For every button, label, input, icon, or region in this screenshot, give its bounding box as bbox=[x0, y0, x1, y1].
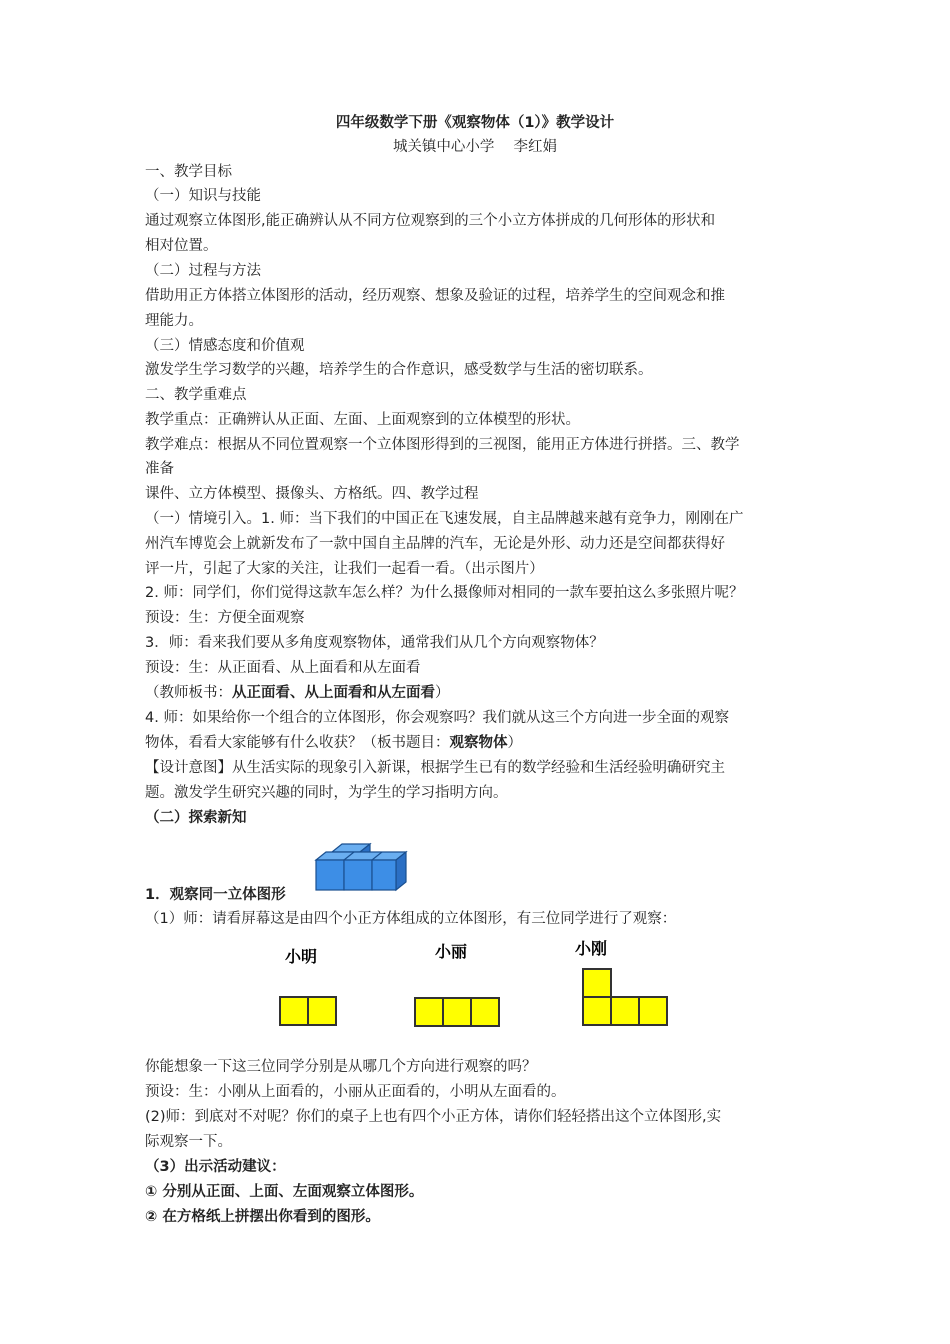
view-square bbox=[442, 997, 472, 1027]
view-square bbox=[582, 968, 612, 998]
text-line: 借助用正方体搭立体图形的活动，经历观察、想象及验证的过程，培养学生的空间观念和推 bbox=[145, 288, 725, 304]
board-bold: 从正面看、从上面看和从左面看 bbox=[232, 685, 435, 701]
text-line: (2)师：到底对不对呢？你们的桌子上也有四个小正方体，请你们轻轻搭出这个立体图形,实 bbox=[145, 1109, 722, 1125]
text-line: 课件、立方体模型、摄像头、方格纸。四、教学过程 bbox=[145, 486, 479, 502]
text-line: 【设计意图】从生活实际的现象引入新课，根据学生已有的数学经验和生活经验明确研究主 bbox=[145, 760, 725, 776]
text-line: 州汽车博览会上就新发布了一款中国自主品牌的汽车，无论是外形、动力还是空间都获得好 bbox=[145, 536, 725, 552]
author-line: 城关镇中心小学 李红娟 bbox=[392, 139, 558, 155]
text-line: 教学重点：正确辨认从正面、左面、上面观察到的立体模型的形状。 bbox=[145, 412, 580, 428]
text-line: 3．师：看来我们要从多角度观察物体，通常我们从几个方向观察物体？ bbox=[145, 635, 604, 651]
q4-bold: 观察物体 bbox=[449, 735, 508, 751]
view-square bbox=[582, 996, 612, 1026]
observe-title: 1．观察同一立体图形 bbox=[145, 887, 286, 903]
board-prefix: （教师板书： bbox=[145, 685, 232, 701]
q4-prefix: 物体，看看大家能够有什么收获？（板书题目： bbox=[145, 735, 450, 751]
view-square bbox=[307, 996, 337, 1026]
activity-item: ① 分别从正面、上面、左面观察立体图形。 bbox=[145, 1184, 424, 1200]
document-title: 四年级数学下册《观察物体（1）》教学设计 bbox=[335, 115, 615, 131]
view-square bbox=[610, 996, 640, 1026]
q4-suffix: ） bbox=[507, 735, 522, 751]
text-line: 预设：生：小刚从上面看的，小丽从正面看的，小明从左面看的。 bbox=[145, 1084, 566, 1100]
student-label-xiaoming: 小明 bbox=[285, 947, 318, 966]
text-line: （三）情感态度和价值观 bbox=[145, 338, 305, 354]
view-square bbox=[638, 996, 668, 1026]
text-line: 通过观察立体图形,能正确辨认从不同方位观察到的三个小立方体拼成的几何形体的形状和 bbox=[145, 213, 716, 229]
text-line: 4. 师：如果给你一个组合的立体图形，你会观察吗？我们就从这三个方向进一步全面的观察 bbox=[145, 710, 729, 726]
text-line: 你能想象一下这三位同学分别是从哪几个方向进行观察的吗？ bbox=[145, 1059, 537, 1075]
text-line: （一）情境引入。1. 师：当下我们的中国正在飞速发展，自主品牌越来越有竞争力，刚刚在广 bbox=[145, 511, 744, 527]
text-line: 相对位置。 bbox=[145, 238, 218, 254]
q4-line2 bbox=[145, 731, 825, 756]
activity-title: （3）出示活动建议： bbox=[145, 1159, 286, 1175]
text-line: 预设：生：方便全面观察 bbox=[145, 610, 305, 626]
student-label-xiaoli: 小丽 bbox=[435, 942, 468, 961]
text-line: 理能力。 bbox=[145, 313, 203, 329]
text-line: 教学难点：根据从不同位置观察一个立体图形得到的三视图，能用正方体进行拼搭。三、教学 bbox=[145, 437, 740, 453]
text-line: 激发学生学习数学的兴趣，培养学生的合作意识，感受数学与生活的密切联系。 bbox=[145, 362, 653, 378]
text-line: （二）过程与方法 bbox=[145, 263, 261, 279]
view-square bbox=[279, 996, 309, 1026]
section-heading: （二）探索新知 bbox=[145, 810, 247, 826]
student-label-xiaogang: 小刚 bbox=[575, 939, 608, 958]
text-line: 际观察一下。 bbox=[145, 1134, 232, 1150]
text-line: 准备 bbox=[145, 461, 174, 477]
view-square bbox=[470, 997, 500, 1027]
text-line: 一、教学目标 bbox=[145, 164, 232, 180]
text-line: 题。激发学生研究兴趣的同时，为学生的学习指明方向。 bbox=[145, 785, 508, 801]
view-square bbox=[414, 997, 444, 1027]
text-line: （1）师：请看屏幕这是由四个小正方体组成的立体图形，有三位同学进行了观察： bbox=[145, 911, 677, 927]
text-line: 预设：生：从正面看、从上面看和从左面看 bbox=[145, 660, 421, 676]
text-line: 二、教学重难点 bbox=[145, 387, 247, 403]
text-line: （一）知识与技能 bbox=[145, 188, 261, 204]
text-line: 评一片，引起了大家的关注，让我们一起看一看。（出示图片） bbox=[145, 561, 544, 577]
cube-row-top bbox=[316, 852, 406, 860]
activity-item: ② 在方格纸上拼摆出你看到的图形。 bbox=[145, 1209, 380, 1225]
board-suffix: ） bbox=[435, 685, 450, 701]
board-note bbox=[145, 681, 825, 706]
text-line: 2. 师：同学们，你们觉得这款车怎么样？为什么摄像师对相同的一款车要拍这么多张照片呢？ bbox=[145, 585, 744, 601]
